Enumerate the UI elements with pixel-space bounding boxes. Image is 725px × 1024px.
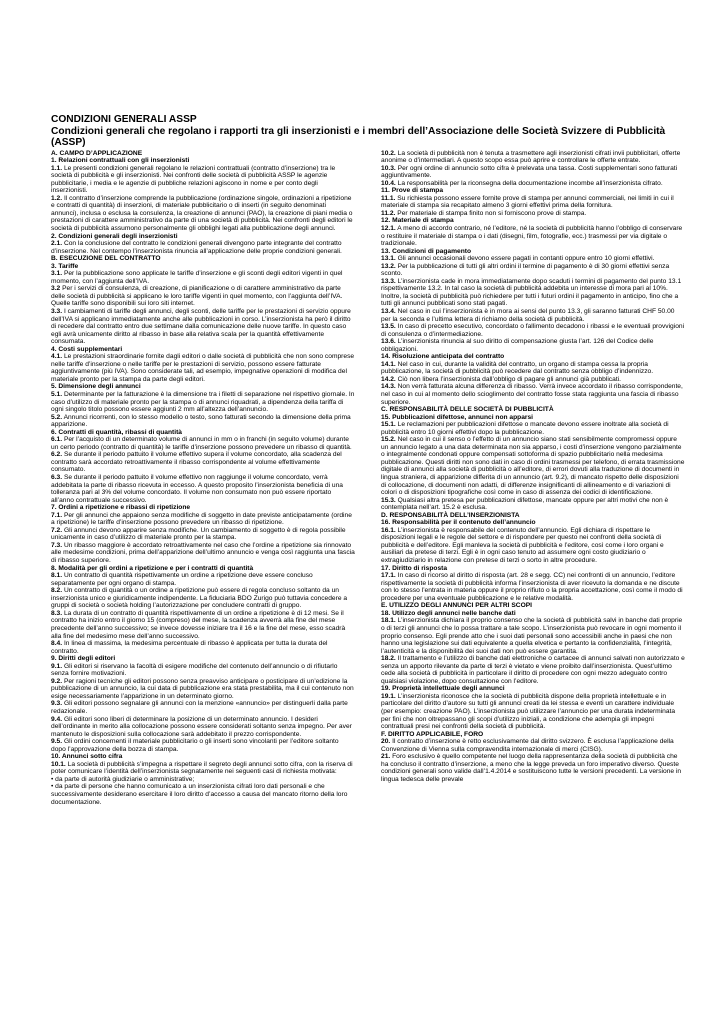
clause-paragraph: [51, 610, 355, 640]
clause-text: Le prestazioni straordinarie fornite dagli editori o dalle società di pubblicità che non sono comprese nelle tariffe d’inserzione o nelle tariffe per le prestazioni di servizio, possono essere fatturate aggiuntivamente (più IVA). Sono considerate tali, ad esempio, impegnative operazioni di modifica del materiale pronto per la stampa da parte degli editori.: [51, 353, 355, 383]
clause-number: 21.: [381, 753, 391, 761]
clause-number: 10.3.: [381, 164, 396, 172]
section-heading: D. RESPONSABILITÀ DELL’INSERZIONISTA: [381, 511, 520, 519]
clause-number: 11.1.: [381, 194, 396, 202]
clause-paragraph: [51, 640, 355, 655]
section-heading: A. CAMPO D’APPLICAZIONE: [51, 149, 143, 157]
clause-paragraph: [51, 308, 355, 346]
clause-number: 13.6.: [381, 338, 396, 346]
clause-number: 7.2.: [51, 526, 63, 534]
section-heading: 1. Relazioni contrattuali con gli inserzionisti: [51, 157, 190, 165]
clause-paragraph: [381, 278, 685, 308]
clause-paragraph: [381, 210, 685, 218]
clause-paragraph: [51, 391, 355, 414]
clause-paragraph: [51, 436, 355, 451]
clause-text: Il contratto d’inserzione è retto esclusivamente dal diritto svizzero. È esclusa l’applicazione della Convenzione di Vienna sulla compravendita internazionale di merci (CISG).: [381, 738, 674, 753]
clause-text: Se durante il periodo pattuito il volume effettivo supera il volume concordato, alla scadenza del contratto sarà accordato retroattivamente il ribasso corrispondente al volume effettivamente consumato.: [51, 451, 342, 474]
clause-number: 12.1.: [381, 224, 396, 232]
clause-text: Per la pubblicazione sono applicate le tariffe d’inserzione e gli sconti degli editori vigenti in quel momento, con l’aggiunta dell’IVA.: [51, 270, 343, 285]
clause-paragraph: [381, 225, 685, 248]
clause-text: Le reclamazioni per pubblicazioni difettose o mancate devono essere inoltrate alla società di pubblicità entro 10 giorni effettivi dopo la pubblicazione.: [381, 421, 669, 436]
clause-paragraph: [381, 421, 685, 436]
section-heading: 17. Diritto di risposta: [381, 564, 448, 572]
clause-text: Un ribasso maggiore è accordato retroattivamente nel caso che l’ordine a ripetizione sia rinnovato alle medesime condizioni, prima dell’apparizione dell’ultimo annuncio e venga così raggiunta una fascia di ribasso superiore.: [51, 541, 355, 565]
clause-number: 8.1.: [51, 572, 63, 580]
clause-paragraph: [51, 572, 355, 587]
clause-number: 10.1.: [51, 760, 66, 768]
clause-text: L’inserzionista è responsabile del contenuto dell’annuncio. Egli dichiara di rispettare le disposizioni legali e le regole del settore e di rispondere per questo nei confronti della società di pubblicità e dell’editore. Egli manleva la società di pubblicità e l’editore, così come i loro organi e ausiliari da pretese di terzi. Egli è in ogni caso tenuto ad assumere ogni costo giudiziario o extragiudiziario in relazione con pretese di terzi o sorto in altre procedure.: [381, 526, 664, 565]
bullet-item: • da parte di persone che hanno comunicato a un inserzionista cifrati loro dati personali e che successivamente desiderano esercitare il loro diritto d’accesso a causa del mancato ritorno della loro documentazione.: [51, 783, 348, 806]
clause-number: 14.2.: [381, 375, 396, 383]
clause-number: 17.1.: [381, 572, 396, 580]
clause-text: Ciò non libera l’inserzionista dall’obbligo di pagare gli annunci già pubblicati.: [397, 375, 621, 383]
clause-paragraph: [51, 414, 355, 429]
clause-paragraph: [51, 240, 355, 255]
clause-paragraph: [51, 353, 355, 383]
clause-paragraph: [51, 738, 355, 753]
clause-text: La responsabilità per la riconsegna della documentazione incombe all’inserzionista cifrato.: [397, 179, 663, 187]
clause-paragraph: [51, 512, 355, 527]
clause-number: 10.4.: [381, 179, 396, 187]
clause-text: Gli editori sono liberi di determinare la posizione di un determinato annuncio. I desideri dell’ordinante in merito alla collocazione possono essere considerati soltanto senza impegno. Per aver mantenuto le disposizioni sulla collocazione sarà addebitato il prezzo corrispondente.: [51, 715, 352, 738]
clause-paragraph: [381, 195, 685, 210]
section-heading: 2. Condizioni generali degli inserzionisti: [51, 232, 178, 240]
clause-number: 15.3.: [381, 496, 396, 504]
clause-text: Il contratto d’inserzione comprende la pubblicazione (ordinazione singole, ordinazioni a ripetizione e contratti di quantità) di inserzioni, di materiale pubblicitario o di inserti (in seguito denominati annunci), inclusa o esclusa la consulenza, la creazione di annunci (PAO), la creazione di piani media o prestazioni di carattere amministrativo da parte di una società di pubblicità. Nei confronti degli editori le società di pubblicità assumono personalmente gli obblighi legati alla pubblicazione degli annunci.: [51, 194, 353, 232]
clause-number: 4.1.: [51, 353, 63, 361]
clause-number: 15.2.: [381, 436, 396, 444]
clause-number: 3.3.: [51, 307, 63, 315]
section-heading: 4. Costi supplementari: [51, 345, 123, 353]
clause-number: 13.4.: [381, 307, 396, 315]
document: [51, 114, 685, 806]
clause-paragraph: [381, 497, 685, 512]
clause-number: 14.3.: [381, 383, 396, 391]
clause-paragraph: [51, 542, 355, 565]
clause-paragraph: [381, 323, 685, 338]
clause-text: Gli annunci occasionali devono essere pagati in contanti oppure entro 10 giorni effettivi.: [397, 255, 655, 263]
section-heading: 9. Diritti degli editori: [51, 655, 116, 663]
document-title: CONDIZIONI GENERALI ASSP: [51, 114, 197, 125]
section-heading: 13. Condizioni di pagamento: [381, 247, 472, 255]
clause-paragraph: [51, 451, 355, 474]
clause-paragraph: [51, 270, 355, 285]
clause-text: Gli annunci devono apparire senza modifiche. Un cambiamento di soggetto è di regola possibile unicamente in caso d’utilizzo di materiale pronto per la stampa.: [51, 526, 346, 542]
clause-text: Determinante per la fatturazione è la dimensione tra i filetti di separazione nel rispettivo giornale. In caso d’utilizzo di materiale pronto per la stampa o di annunci riquadrati, a dipendenza della tariffa di ogni singolo titolo possono essere aggiunti 2 mm all’altezza dell’annuncio.: [51, 391, 355, 414]
clause-text: Su richiesta possono essere fornite prove di stampa per annunci commerciali, nei limiti in cui il materiale di stampa sia recapitato almeno 3 giorni effettivi prima della fornitura.: [381, 194, 674, 210]
clause-number: 9.4.: [51, 715, 63, 723]
clause-number: 5.1.: [51, 391, 63, 398]
clause-number: 9.2.: [51, 677, 63, 685]
clause-paragraph: [381, 263, 685, 278]
clause-number: 3.1.: [51, 270, 63, 278]
clause-text: Con la conclusione del contratto le condizioni generali divengono parte integrante del contratto d’inserzione. Nel contempo l’inserzionista rinuncia all’applicazione delle proprie condizioni generali.: [51, 240, 342, 255]
clause-text: Un contratto di quantità o un ordine a ripetizione può essere di regola concluso soltanto da un inserzionista unico e giuridicamente indipendente. La fiduciaria BDO Zurigo può tuttavia concedere a gruppi di società o società holding l’autorizzazione per concludere contratti di gruppo.: [51, 587, 348, 610]
clause-paragraph: [381, 617, 685, 655]
section-heading: 7. Ordini a ripetizione e ribassi di ripetizione: [51, 504, 191, 512]
clause-number: 13.3.: [381, 277, 396, 285]
clause-paragraph: [381, 383, 685, 406]
clause-paragraph: [51, 527, 355, 542]
clause-text: La società di pubblicità non è tenuta a trasmettere agli inserzionisti cifrati invii pubblicitari, offerte anonime o d’intermediari. A questo scopo essa può aprire e controllare le offerte entrate.: [381, 149, 681, 165]
clause-paragraph: [381, 572, 685, 602]
right-column: [381, 150, 685, 807]
clause-text: Per gli annunci che appaiono senza modifiche di soggetto in date previste anticipatamente (ordine a ripetizione) le tariffe d’inserzione possono prevedere un ribasso di ripetizione.: [51, 511, 352, 527]
clause-number: 8.3.: [51, 609, 63, 617]
section-heading: 5. Dimensione degli annunci: [51, 383, 141, 391]
clause-paragraph: [381, 436, 685, 496]
clause-text: Per materiale di stampa finito non si forniscono prove di stampa.: [397, 209, 587, 217]
clause-text: Per l’acquisto di un determinato volume di annunci in mm o in franchi (in seguito volume) durante un certo periodo (contratto di quantità) le tariffe d’inserzione possono prevedere un ribasso di quantità.: [51, 436, 352, 451]
clause-text: A meno di accordo contrario, né l’editore, né la società di pubblicità hanno l’obbligo di conservare o restituire il materiale di stampa o i dati (disegni, film, fotografie, ecc.) trasmessi per via digitale o tradizionale.: [381, 224, 683, 248]
clause-paragraph: [51, 165, 355, 195]
clause-number: 9.5.: [51, 738, 63, 746]
clause-number: 9.1.: [51, 662, 63, 670]
clause-paragraph: [51, 716, 355, 739]
clause-number: 16.1.: [381, 526, 396, 534]
clause-paragraph: [381, 150, 685, 165]
clause-number: 7.1.: [51, 511, 63, 519]
clause-paragraph: [51, 700, 355, 715]
clause-paragraph: [381, 255, 685, 263]
clause-text: Foro esclusivo è quello competente nel luogo della rappresentanza della società di pubblicità che ha concluso il contratto d’inserzione, a meno che la legge preveda un foro imperativo diverso. Queste condizioni generali sono valide dall’1.4.2014 e sostituiscono tutte le versioni precedenti. La versione in lingua tedesca delle prevale: [381, 753, 682, 783]
clause-text: Per la pubblicazione di tutti gli altri ordini il termine di pagamento è di 30 giorni effettivi senza sconto.: [381, 262, 670, 278]
clause-text: Nel caso in cui il senso o l’effetto di un annuncio siano stati sensibilmente compromessi oppure un annuncio legato a una data determinata non sia apparso, i costi d’inserzione vengono parzialmente o integralmente condonati oppure compensati sottoforma di spazio pubblicitario nella medesima pubblicazione. Questi diritti non sono dati in caso di ordini trasmessi per telefono, di errata trasmissione digitale di annunci alla società di pubblicità o all’editore, di errori dovuti alla traduzione di documenti in lingua straniera, di apparizione differita di un annuncio (art. 9.2), di mancato rispetto delle disposizioni di collocazione, di documenti non adatti, di differenze insignificanti di allineamento e di variazioni di colori o di disposizioni tipografiche così come in caso di assenza dei codici di identificazione.: [381, 436, 685, 497]
clause-text: Per ogni ordine di annuncio sotto cifra è prelevata una tassa. Costi supplementari sono fatturati aggiuntivamente.: [381, 164, 678, 180]
clause-text: L’inserzionista riconosce che la società di pubblicità dispone della proprietà intellettuale e in particolare del diritto d’autore su tutti gli annunci creati da lei stessa e eventi un carattere individuale (per esempio: creazione PAO). L’inserzionista può utilizzare l’annuncio per una durata indeterminata per fini che non oltrepassano gli scopi d’utilizzo iniziali, a condizione che adempia gli impegni contrattuali presi nei confronti della società di pubblicità.: [381, 692, 676, 731]
section-heading: E. UTILIZZO DEGLI ANNUNCI PER ALTRI SCOPI: [381, 602, 533, 610]
two-column-body: [51, 150, 685, 807]
clause-number: 8.4.: [51, 640, 63, 648]
section-heading: C. RESPONSABILITÀ DELLE SOCIETÀ DI PUBBLICITÀ: [381, 406, 554, 414]
clause-text: Qualsiasi altra pretesa per pubblicazioni difettose, mancate oppure per altri motivi che non è contemplata nell’art. 15.2 è esclusa.: [381, 496, 669, 512]
clause-paragraph: [51, 285, 355, 308]
clause-text: Nel caso in cui, durante la validità del contratto, un organo di stampa cessa la propria pubblicazione, la società di pubblicità può recedere dal contratto senza obbligo d’indennizzo.: [381, 360, 654, 376]
clause-text: L’inserzionista dichiara il proprio consenso che la società di pubblicità salvi in banche dati proprie o di terzi gli annunci che lo possa trattare a tale scopo. L’inserzionista può revocare in ogni momento il proprio consenso. Egli prende atto che i suoi dati personali sono accessibili anche in paesi che non hanno una legislazione sui dati equivalente a quella elvetica e pertanto la confidenzialità, l’integrità, l’autenticità e la disponibilità dei suoi dati non può essere garantita.: [381, 617, 683, 655]
clause-paragraph: [51, 587, 355, 610]
clause-text: Un contratto di quantità rispettivamente un ordine a ripetizione deve essere concluso separatamente per ogni organo di stampa.: [51, 572, 313, 587]
clause-paragraph: [381, 338, 685, 353]
clause-text: La società di pubblicità s’impegna a rispettare il segreto degli annunci sotto cifra, con la riserva di poter comunicare l’identità dell’inserzionista segnatamente nei seguenti casi di richiesta motivata:: [51, 760, 353, 776]
clause-text: Per i servizi di consulenza, di creazione, di pianificazione o di carattere amministrativo da parte delle società di pubblicità si applicano le loro tariffe vigenti in quel momento, con l’aggiunta dell’IVA. Quelle tariffe sono disponibili sui loro siti internet.: [51, 285, 343, 308]
clause-number: 18.1.: [381, 617, 396, 625]
section-heading: 14. Risoluzione anticipata del contratto: [381, 353, 505, 361]
clause-number: 9.3.: [51, 700, 63, 708]
clause-number: 14.1.: [381, 360, 396, 368]
clause-number: 6.3.: [51, 474, 63, 482]
clause-text: In linea di massima, la medesima percentuale di ribasso è applicata per tutta la durata del contratto.: [51, 640, 328, 655]
clause-number: 3.2: [51, 285, 61, 293]
clause-number: 13.5.: [381, 323, 396, 331]
clause-text: Gli editori si riservano la facoltà di esigere modifiche del contenuto dell’annuncio o di rifiutarlo senza fornire motivazioni.: [51, 662, 338, 678]
clause-paragraph: [381, 376, 685, 384]
section-heading: 6. Contratti di quantità, ribassi di quantità: [51, 428, 182, 436]
clause-number: 13.1.: [381, 255, 396, 263]
clause-paragraph: [381, 165, 685, 180]
clause-number: 15.1.: [381, 421, 396, 429]
clause-text: Gli ordini concernenti il materiale pubblicitario o gli inserti sono vincolanti per l’editore soltanto dopo l’approvazione della bozza di stampa.: [51, 738, 339, 753]
clause-number: 1.2.: [51, 194, 63, 202]
section-heading: 12. Materiale di stampa: [381, 217, 454, 225]
section-heading: F. DIRITTO APPLICABILE, FORO: [381, 730, 484, 738]
clause-number: 7.3.: [51, 541, 63, 549]
clause-text: I cambiamenti di tariffe degli annunci, degli sconti, delle tariffe per le prestazioni di servizio oppure dell’IVA si applicano immediatamente anche alle pubblicazioni in corso. L’inserzionista ha però il diritto di recedere dal contratto entro due settimane dalla comunicazione delle nuove tariffe. In questo caso egli avrà unicamente diritto al ribasso in base alla relativa scala per la quantità effettivamente consumata.: [51, 307, 351, 346]
bullet-item: • da parte di autorità giudiziarie o amministrative;: [51, 775, 195, 783]
clause-text: In caso di ricorso al diritto di risposta (art. 28 e segg. CC) nei confronti di un annuncio, l’editore rispettivamente la società di pubblicità informa l’inserzionista di aver ricevuto la domanda e ne discute con lo stesso l’entrata in materia oppure il proprio rifiuto o la propria accettazione, così come il modo di procedere per una eventuale pubblicazione e le relative modalità.: [381, 572, 683, 602]
clause-text: Non verrà fatturata alcuna differenza di ribasso. Verrà invece accordato il ribasso corrispondente, nel caso in cui al momento dello scioglimento del contratto fosse stata raggiunta una fascia di ribasso superiore.: [381, 383, 683, 406]
clause-paragraph: [381, 655, 685, 685]
section-heading: 10. Annunci sotto cifra: [51, 753, 123, 761]
clause-paragraph: [381, 180, 685, 188]
clause-number: 2.1.: [51, 240, 63, 248]
clause-text: In caso di precetto esecutivo, concordato o fallimento decadono i ribassi e le eventuali provvigioni di consulenza o d’intermediazione.: [381, 323, 685, 338]
clause-number: 6.2.: [51, 451, 63, 459]
clause-text: Le presenti condizioni generali regolano le relazioni contrattuali (contratto d’inserzione) tra le società di pubblicità e gli inserzionisti. Nei confronti delle società di pubblicità ASSP le agenzie pubblicitarie, i media e le agenzie di pubbliche relazioni agiscono in nome e per conto degli inserzionisti.: [51, 164, 336, 195]
clause-paragraph: [381, 753, 685, 783]
section-heading: 18. Utilizzo degli annunci nelle banche dati: [381, 609, 516, 617]
clause-paragraph: [381, 308, 685, 323]
clause-text: Se durante il periodo pattuito il volume effettivo non raggiunge il volume concordato, verrà addebitata la parte di ribasso ricevuta in eccesso. A questo proposito l’inserzionista beneficia di una tolleranza pari al 3% del volume concordato. Il volume non consumato non può essere riportato all’anno contrattuale successivo.: [51, 474, 343, 504]
clause-number: 5.2.: [51, 413, 63, 421]
left-column: [51, 150, 355, 807]
clause-text: L’inserzionista cade in mora immediatamente dopo scaduti i termini di pagamento del punto 13.1 rispettivamente 13.2. In tal caso la società di pubblicità addebita un interesse di mora pari al 10%. Inoltre, la società di pubblicità può richiedere per tutti i futuri ordini il pagamento in anticipo, fino che a tutti gli annunci pubblicati sono stati pagati.: [381, 277, 682, 308]
clause-paragraph: [381, 693, 685, 731]
clause-paragraph: [51, 663, 355, 678]
clause-number: 19.1.: [381, 692, 396, 700]
clause-paragraph: [381, 527, 685, 565]
clause-paragraph: [51, 474, 355, 504]
clause-text: Per ragioni tecniche gli editori possono senza preavviso anticipare o posticipare di un’edizione la pubblicazione di un annuncio, la cui data di pubblicazione era stata prestabilita, ma il cui contenuto non esige necessariamente l’apparizione in un determinato giorno.: [51, 677, 354, 700]
clause-paragraph: [51, 195, 355, 233]
clause-number: 1.1.: [51, 164, 63, 172]
section-heading: 11. Prove di stampa: [381, 187, 444, 195]
clause-paragraph: [51, 678, 355, 701]
section-heading: 8. Modalità per gli ordini a ripetizione e per i contratti di quantità: [51, 564, 254, 572]
clause-number: 13.2.: [381, 262, 396, 270]
section-heading: 3. Tariffe: [51, 262, 79, 270]
clause-number: 6.1.: [51, 436, 63, 444]
clause-number: 8.2.: [51, 587, 63, 595]
clause-text: Gli editori possono segnalare gli annunci con la menzione «annuncio» per distinguerli dalla parte redazionale.: [51, 700, 348, 715]
clause-number: 10.2.: [381, 149, 396, 157]
clause-text: Annunci ricorrenti, con lo stesso modello o testo, sono fatturati secondo la dimensione della prima apparizione.: [51, 413, 351, 429]
section-heading: 19. Proprietà intellettuale degli annunci: [381, 685, 505, 693]
clause-number: 18.2.: [381, 655, 396, 663]
section-heading: 15. Pubblicazioni difettose, annunci non apparsi: [381, 413, 534, 421]
clause-number: 11.2.: [381, 209, 396, 217]
clause-paragraph: [51, 761, 355, 776]
clause-number: 20.: [381, 738, 391, 746]
section-heading: B. ESECUZIONE DEL CONTRATTO: [51, 255, 161, 263]
clause-text: La durata di un contratto di quantità rispettivamente di un ordine a ripetizione è di 12 mesi. Se il contratto ha inizio entro il giorno 15 (compreso) del mese, la scadenza avverrà alla fine del mese precedente dell’anno successivo; se invece dovesse iniziare tra il 16 e la fine del mese, esso scadrà alla fine del medesimo mese dell’anno successivo.: [51, 609, 346, 640]
section-heading: 16. Responsabilità per il contenuto dell’annuncio: [381, 519, 536, 527]
clause-paragraph: [381, 738, 685, 753]
document-subtitle: Condizioni generali che regolano i rapporti tra gli inserzionisti e i membri dell’Associazione delle Società Svizzere di Pubblicità (ASSP): [51, 125, 666, 148]
clause-text: L’inserzionista rinuncia al suo diritto di compensazione giusta l’art. 126 del Codice delle obbligazioni.: [381, 338, 654, 353]
clause-text: Il trattamento e l’utilizzo di banche dati elettroniche o cartacee di annunci salvati non autorizzato e senza un apporto rilevante da parte di terzi è vietato e viene proibito dall’inserzionista. Quest’ultimo cede alla società di pubblicità in particolare il diritto di procedere con ogni mezzo adeguato contro qualsiasi violazione, dopo consultazione con l’editore.: [381, 655, 685, 685]
clause-text: Nel caso in cui l’inserzionista è in mora ai sensi del punto 13.3, gli saranno fatturati CHF 50.00 per la seconda e l’ultima lettera di richiamo della società di pubblicità.: [381, 307, 675, 323]
clause-paragraph: [381, 361, 685, 376]
